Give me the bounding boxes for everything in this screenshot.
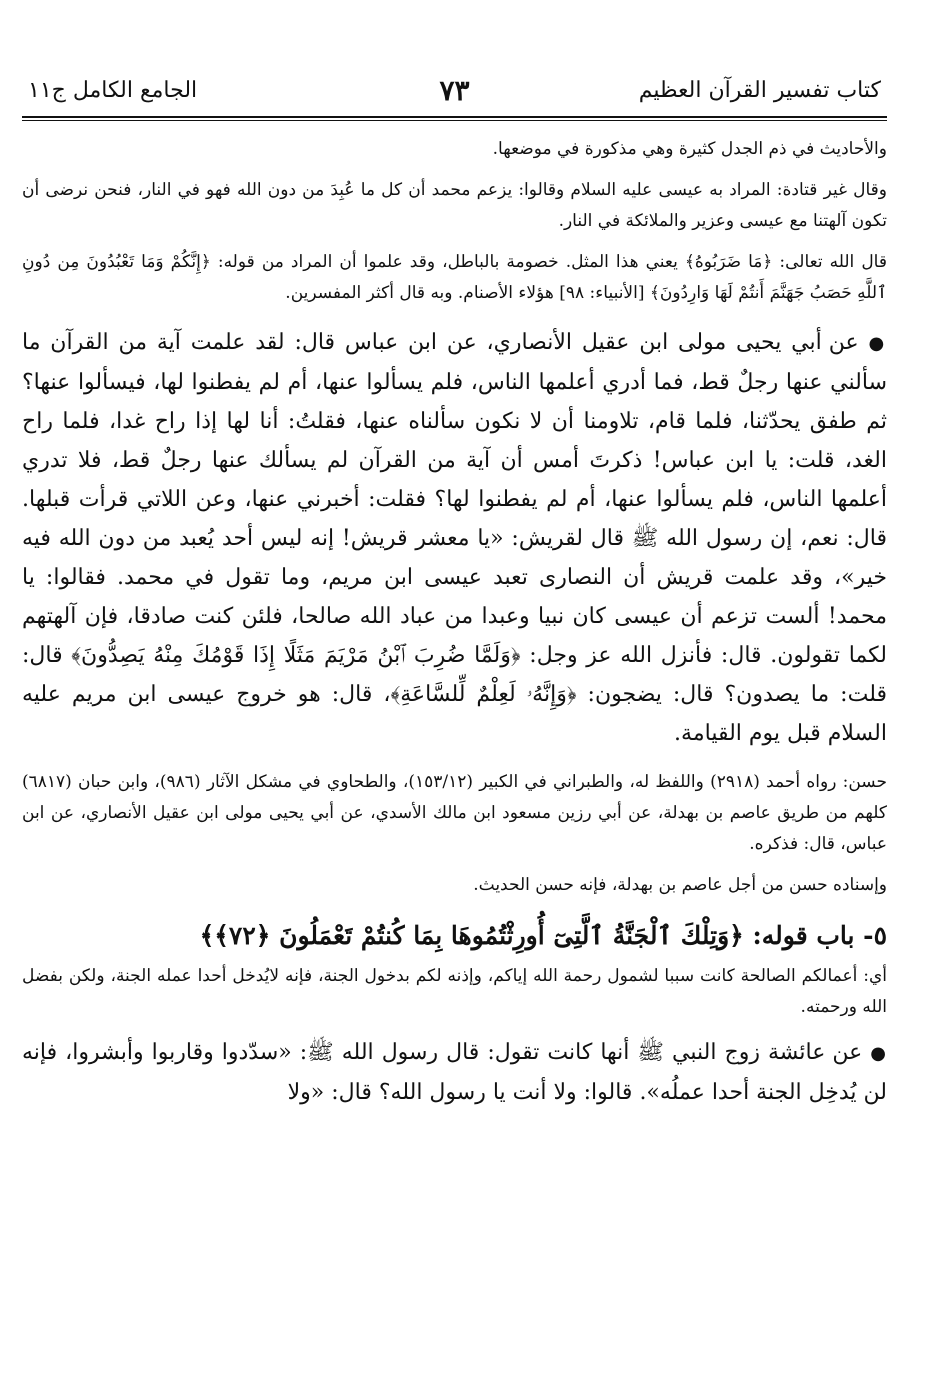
paragraph-commentary: قال الله تعالى: ﴿مَا ضَرَبُوهُ﴾ يعني هذا المثل. خصومة بالباطل، وقد علموا أن المراد من قوله: ﴿إِنَّكُمْ وَمَا تَعْبُدُونَ مِن دُونِ ٱللَّهِ حَصَبُ جَهَنَّمَ أَنتُمْ لَهَا وَارِدُونَ﴾ [الأنبياء: ٩٨] هؤلاء الأصنام. وبه قال أكثر المفسرين. — [22, 252, 887, 303]
hadith-ibn-abbas-text: عن أبي يحيى مولى ابن عقيل الأنصاري، عن ابن عباس قال: لقد علمت آية من القرآن ما سألني عنها رجلٌ قط، فما أدري أعلمها الناس، فلم يسألوا عنها، أم لم يفطنوا لها، فيسألوا عنها؟ ثم طفق يحدّثنا، فلما قام، تلاومنا أن لا نكون سألناه عنها، فقلتُ: أنا لها إذا راح غدا، فلما راح الغد، قلت: يا ابن عباس! ذكرتَ أمس أن آية من القرآن لم يسألك عنها رجلٌ قط، فلا تدري أعلمها الناس، فلم يسألوا عنها، أم لم يفطنوا لها؟ فقلت: أخبرني عنها، وعن اللاتي قرأت قبلها. قال: نعم، إن رسول الله ﷺ قال لقريش: «يا معشر قريش! إنه ليس أحد يُعبد من دون الله فيه خير»، وقد علمت قريش أن النصارى تعبد عيسى ابن مريم، وما تقول في محمد. فقالوا: يا محمد! ألست تزعم أن عيسى كان نبيا وعبدا من عباد الله صالحا، فلئن كنت صادقا، فإن آلهتهم لكما تقولون. قال: فأنزل الله عز وجل: ﴿وَلَمَّا ضُرِبَ ٱبْنُ مَرْيَمَ مَثَلًا إِذَا قَوْمُكَ مِنْهُ يَصِدُّونَ﴾ قال: قلت: ما يصدون؟ قال: يضجون: ﴿وَإِنَّهُۥ لَعِلْمٌ لِّلسَّاعَةِ﴾، قال: هو خروج عيسى ابن مريم عليه السلام قبل يوم القيامة. — [22, 330, 887, 746]
hadith-aisha — [22, 1033, 887, 1112]
header-rule-thin — [22, 120, 887, 121]
page-body — [22, 134, 887, 1112]
page-header — [22, 74, 887, 114]
page-number: ٧٣ — [439, 74, 470, 107]
paragraph-explanation: أي: أعمالكم الصالحة كانت سببا لشمول رحمة الله إياكم، وإذنه لكم بدخول الجنة، فإنه لايُدخل أحدا عمله الجنة، ولكن بفضل الله ورحمته. — [22, 966, 887, 1017]
chapter-heading-verse: ﴿وَتِلْكَ ٱلْجَنَّةُ ٱلَّتِىٓ أُورِثْتُمُوهَا بِمَا كُنتُمْ تَعْمَلُونَ ﴿٧٢﴾﴾ — [199, 921, 744, 950]
series-title: الجامع الكامل ج١١ — [28, 78, 198, 103]
book-title: كتاب تفسير القرآن العظيم — [638, 78, 881, 103]
paragraph-qatada: وقال غير قتادة: المراد به عيسى عليه السلام وقالوا: يزعم محمد أن كل ما عُبِدَ من دون الله فهو في النار، فنحن نرضى أن تكون آلهتنا مع عيسى وعزير والملائكة في النار. — [22, 180, 887, 231]
hadith-ibn-abbas — [22, 323, 887, 753]
chapter-heading-prefix: ٥- باب قوله: — [752, 921, 887, 950]
chapter-heading — [22, 911, 887, 961]
bullet-icon: ● — [870, 1043, 887, 1064]
hadith-aisha-text: عن عائشة زوج النبي ﷺ أنها كانت تقول: قال رسول الله ﷺ: «سدّدوا وقاربوا وأبشروا، فإنه لن يُدخِل الجنة أحدا عملُه». قالوا: ولا أنت يا رسول الله؟ قال: «ولا — [22, 1040, 887, 1105]
paragraph-isnad: وإسناده حسن من أجل عاصم بن بهدلة، فإنه حسن الحديث. — [473, 875, 887, 895]
paragraph-hadith-debate: والأحاديث في ذم الجدل كثيرة وهي مذكورة في موضعها. — [492, 139, 887, 159]
header-rule — [22, 116, 887, 118]
bullet-icon: ● — [868, 333, 887, 354]
paragraph-takhrij: حسن: رواه أحمد (٢٩١٨) واللفظ له، والطبراني في الكبير (١٥٣/١٢)، والطحاوي في مشكل الآثار (٩٨٦)، وابن حبان (٦٨١٧) كلهم من طريق عاصم بن بهدلة، عن أبي رزين مسعود ابن مالك الأسدي، عن أبي يحيى مولى ابن عقيل الأنصاري، عن ابن عباس، قال: فذكره. — [22, 772, 887, 854]
